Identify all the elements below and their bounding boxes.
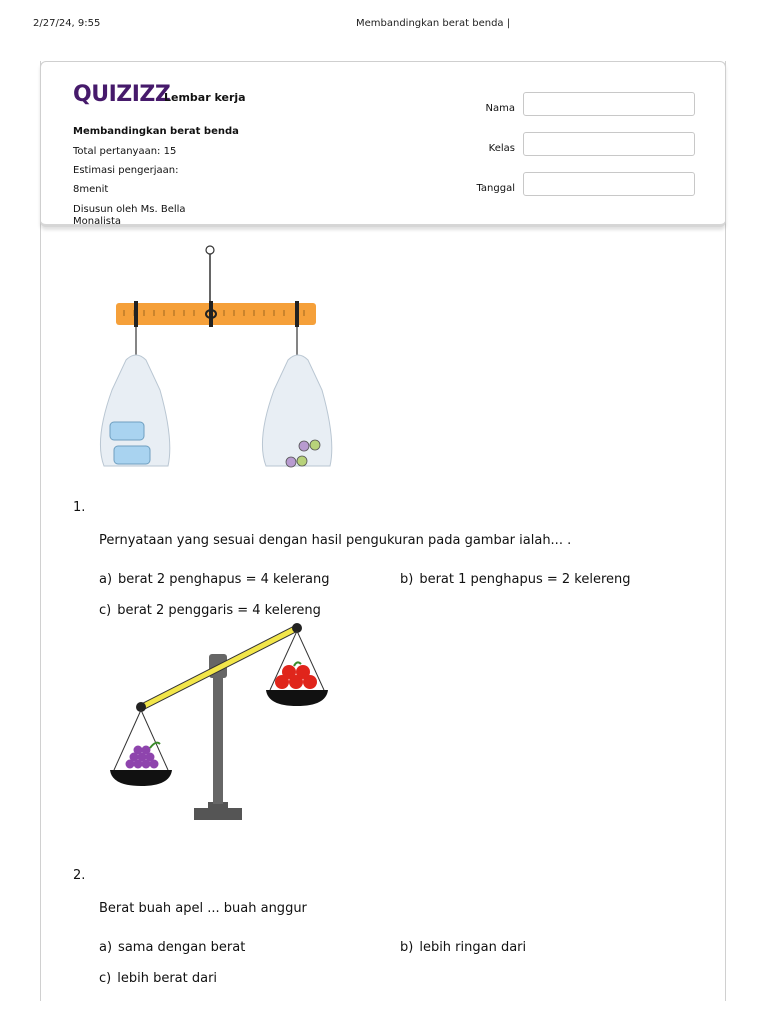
author-line-1: Disusun oleh Ms. Bella	[73, 204, 186, 215]
quizizz-logo: QUIZIZZ	[73, 82, 171, 107]
print-date: 2/27/24, 9:55	[33, 18, 101, 29]
date-label: Tanggal	[476, 183, 515, 194]
question-1-option-b[interactable]	[400, 572, 631, 587]
name-field[interactable]	[523, 92, 695, 116]
class-field[interactable]	[523, 132, 695, 156]
question-1-number: 1.	[73, 500, 86, 515]
option-text: berat 1 penghapus = 2 kelereng	[419, 572, 631, 587]
worksheet-header-card	[40, 61, 726, 227]
worksheet-label: Lembar kerja	[164, 91, 246, 104]
option-letter: a)	[99, 940, 113, 955]
option-text: lebih berat dari	[117, 971, 218, 986]
class-label: Kelas	[488, 143, 515, 154]
question-2-number: 2.	[73, 868, 86, 883]
date-field[interactable]	[523, 172, 695, 196]
print-doc-title: Membandingkan berat benda |	[356, 18, 511, 29]
total-questions: Total pertanyaan: 15	[73, 146, 177, 157]
option-letter: c)	[99, 971, 112, 986]
option-text: berat 2 penggaris = 4 kelereng	[117, 603, 321, 618]
option-letter: a)	[99, 572, 113, 587]
question-2-option-a[interactable]	[99, 940, 245, 955]
question-2-option-b[interactable]	[400, 940, 526, 955]
worksheet-title: Membandingkan berat benda	[73, 126, 239, 137]
option-letter: b)	[400, 572, 414, 587]
option-text: sama dengan berat	[118, 940, 246, 955]
question-1-option-a[interactable]	[99, 572, 330, 587]
question-1-option-c[interactable]	[99, 603, 321, 618]
question-1-text: Pernyataan yang sesuai dengan hasil pengukuran pada gambar ialah... .	[99, 533, 572, 548]
ruler-balance-illustration	[90, 240, 350, 480]
option-letter: b)	[400, 940, 414, 955]
question-2-text: Berat buah apel ... buah anggur	[99, 901, 307, 916]
option-letter: c)	[99, 603, 112, 618]
name-label: Nama	[485, 103, 515, 114]
balance-scale-illustration	[100, 618, 340, 838]
author-line-2: Monalista	[73, 216, 122, 227]
estimate-value: 8menit	[73, 184, 109, 195]
print-footer	[36, 996, 736, 1002]
option-text: lebih ringan dari	[419, 940, 527, 955]
estimate-label: Estimasi pengerjaan:	[73, 165, 179, 176]
option-text: berat 2 penghapus = 4 kelerang	[118, 572, 330, 587]
question-2-option-c[interactable]	[99, 971, 217, 986]
